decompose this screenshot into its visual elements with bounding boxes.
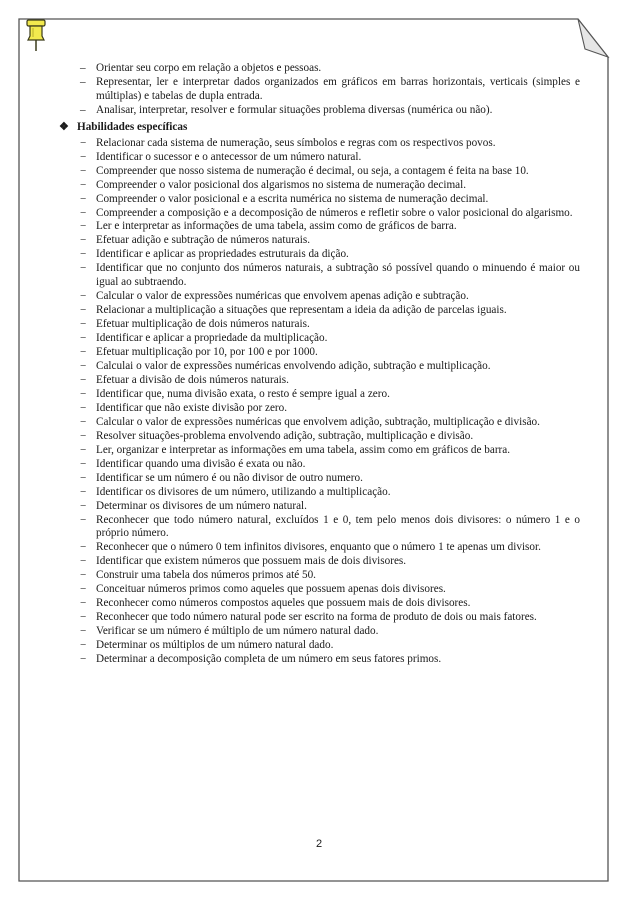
list-item: – Orientar seu corpo em relação a objetos e pessoas. [58, 62, 580, 76]
list-item: − Reconhecer que o número 0 tem infinitos divisores, enquanto que o número 1 te apenas um divisor. [58, 541, 580, 555]
list-item: − Construir uma tabela dos números primos até 50. [58, 569, 580, 583]
list-item: − Determinar os divisores de um número natural. [58, 500, 580, 514]
list-item: − Verificar se um número é múltiplo de um número natural dado. [58, 625, 580, 639]
list-item: − Compreender o valor posicional dos algarismos no sistema de numeração decimal. [58, 179, 580, 193]
list-item: − Reconhecer que todo número natural, excluídos 1 e 0, tem pelo menos dois divisores: o número 1 e o próprio número. [58, 514, 580, 542]
list-item: − Identificar o sucessor e o antecessor de um número natural. [58, 151, 580, 165]
list-item: − Determinar os múltiplos de um número natural dado. [58, 639, 580, 653]
list-item: − Compreender que nosso sistema de numeração é decimal, ou seja, a contagem é feita na base 10. [58, 165, 580, 179]
diamond-bullet-icon: ❖ [59, 120, 69, 133]
list-item: − Resolver situações-problema envolvendo adição, subtração, multiplicação e divisão. [58, 430, 580, 444]
document-body [58, 62, 580, 667]
page-number: 2 [315, 838, 323, 850]
list-item: − Identificar e aplicar as propriedades estruturais da dição. [58, 248, 580, 262]
list-item: − Identificar e aplicar a propriedade da multiplicação. [58, 332, 580, 346]
list-item: − Determinar a decomposição completa de um número em seus fatores primos. [58, 653, 580, 667]
list-item: − Identificar que existem números que possuem mais de dois divisores. [58, 555, 580, 569]
list-item: − Conceituar números primos como aqueles que possuem apenas dois divisores. [58, 583, 580, 597]
list-item: − Identificar que no conjunto dos números naturais, a subtração só possível quando o minuendo é maior ou igual ao subtraendo. [58, 262, 580, 290]
list-item: – Representar, ler e interpretar dados organizados em gráficos em barras horizontais, verticais (simples e múltiplas) e tabelas de dupla entrada. [58, 76, 580, 104]
section-title: Habilidades específicas [77, 120, 188, 133]
list-item: − Calcular o valor de expressões numéricas que envolvem apenas adição e subtração. [58, 290, 580, 304]
list-item: − Reconhecer que todo número natural pode ser escrito na forma de produto de dois ou mais fatores. [58, 611, 580, 625]
list-item: – Analisar, interpretar, resolver e formular situações problema diversas (numérica ou não). [58, 104, 580, 118]
list-item: − Ler e interpretar as informações de uma tabela, assim como de gráficos de barra. [58, 220, 580, 234]
general-skills-list [58, 62, 580, 118]
list-item: − Identificar os divisores de um número, utilizando a multiplicação. [58, 486, 580, 500]
list-item: − Reconhecer como números compostos aqueles que possuem mais de dois divisores. [58, 597, 580, 611]
list-item: − Calcular o valor de expressões numéricas que envolvem adição, subtração, multiplicação e divisão. [58, 416, 580, 430]
list-item: − Efetuar a divisão de dois números naturais. [58, 374, 580, 388]
list-item: − Compreender o valor posicional e a escrita numérica no sistema de numeração decimal. [58, 193, 580, 207]
list-item: − Calculai o valor de expressões numéricas envolvendo adição, subtração e multiplicação. [58, 360, 580, 374]
list-item: − Identificar que não existe divisão por zero. [58, 402, 580, 416]
page-curl-icon [578, 19, 608, 57]
list-item: − Relacionar cada sistema de numeração, seus símbolos e regras com os respectivos povos. [58, 137, 580, 151]
list-item: − Relacionar a multiplicação a situações que representam a ideia da adição de parcelas iguais. [58, 304, 580, 318]
pushpin-icon [24, 18, 48, 52]
list-item: − Identificar se um número é ou não divisor de outro numero. [58, 472, 580, 486]
list-item: − Identificar quando uma divisão é exata ou não. [58, 458, 580, 472]
specific-skills-list [58, 137, 580, 667]
list-item: − Compreender a composição e a decomposição de números e refletir sobre o valor posicional do algarismo. [58, 207, 580, 221]
list-item: − Efetuar adição e subtração de números naturais. [58, 234, 580, 248]
list-item: − Efetuar multiplicação de dois números naturais. [58, 318, 580, 332]
list-item: − Ler, organizar e interpretar as informações em uma tabela, assim como em gráficos de barra. [58, 444, 580, 458]
list-item: − Efetuar multiplicação por 10, por 100 e por 1000. [58, 346, 580, 360]
section-heading [58, 121, 580, 135]
list-item: − Identificar que, numa divisão exata, o resto é sempre igual a zero. [58, 388, 580, 402]
